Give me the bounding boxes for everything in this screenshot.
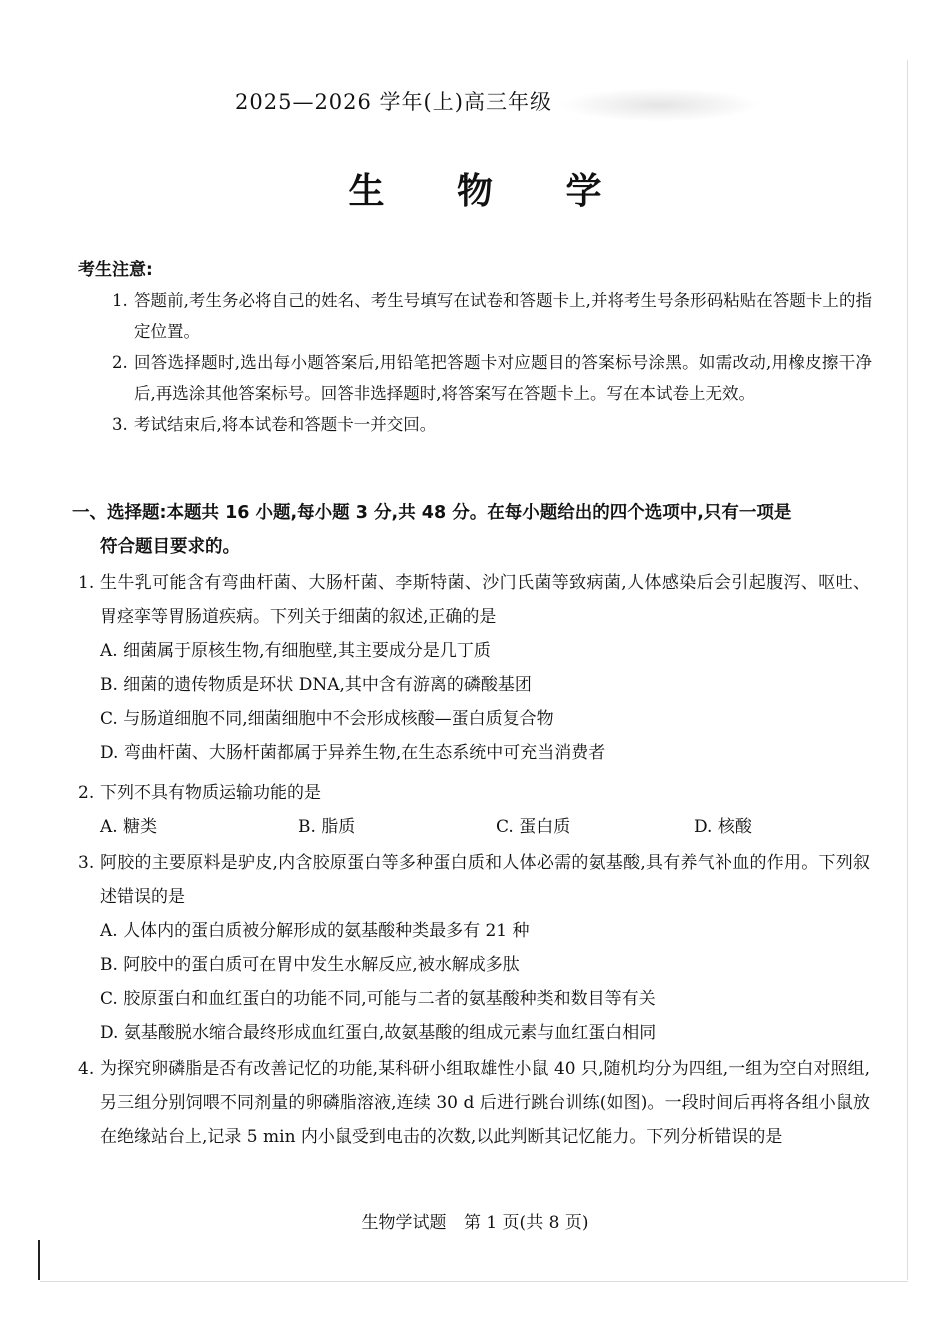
question-text: 下列不具有物质运输功能的是 (100, 783, 321, 803)
page-edge-left-mark (38, 1240, 40, 1280)
question-text: 生牛乳可能含有弯曲杆菌、大肠杆菌、李斯特菌、沙门氏菌等致病菌,人体感染后会引起腹泻、呕吐、胃痉挛等胃肠道疾病。下列关于细菌的叙述,正确的是 (100, 573, 870, 627)
question-4 (78, 1052, 870, 1154)
option-d: D. 氨基酸脱水缩合最终形成血红蛋白,故氨基酸的组成元素与血红蛋白相同 (100, 1023, 657, 1043)
question-text: 为探究卵磷脂是否有改善记忆的功能,某科研小组取雄性小鼠 40 只,随机均分为四组,一组为空白对照组,另三组分别饲喂不同剂量的卵磷脂溶液,连续 30 d 后进行跳台训练(如图)。一段时间后再将各组小鼠放在绝缘站台上,记录 5 min 内小鼠受到电击的次数,以此判断其记忆能力。下列分析错误的是 (100, 1059, 870, 1147)
page-footer (0, 1208, 950, 1233)
page-title: 生 物 学 (348, 171, 632, 212)
question-number: 1. (78, 573, 95, 593)
section-heading-line1: 一、选择题:本题共 16 小题,每小题 3 分,共 48 分。在每小题给出的四个选项中,只有一项是 (72, 503, 792, 523)
notice-item (112, 285, 872, 347)
question-stem (78, 566, 870, 634)
notice-item-number: 2. (112, 353, 128, 372)
question-number: 4. (78, 1059, 95, 1079)
notice-heading: 考生注意: (78, 260, 153, 280)
question-number: 3. (78, 853, 95, 873)
notice-item (112, 347, 872, 409)
exam-year-header: 2025—2026 学年(上)高三年级 (235, 90, 552, 114)
option-a: A. 糖类 (100, 817, 158, 837)
option-d: D. 弯曲杆菌、大肠杆菌都属于异养生物,在生态系统中可充当消费者 (100, 743, 606, 763)
section-heading (72, 496, 872, 564)
option-c: C. 胶原蛋白和血红蛋白的功能不同,可能与二者的氨基酸种类和数目等有关 (100, 989, 656, 1009)
question-stem (78, 846, 870, 914)
notice-list (112, 285, 872, 440)
scan-smudge (560, 88, 760, 122)
option-row (78, 810, 870, 844)
question-3 (78, 846, 870, 1050)
question-stem (78, 776, 870, 810)
option-b: B. 阿胶中的蛋白质可在胃中发生水解反应,被水解成多肽 (100, 955, 520, 975)
question-1 (78, 566, 870, 770)
option-d: D. 核酸 (694, 817, 752, 837)
notice-item-text: 回答选择题时,选出每小题答案后,用铅笔把答题卡对应题目的答案标号涂黑。如需改动,用橡皮擦干净后,再选涂其他答案标号。回答非选择题时,将答案写在答题卡上。写在本试卷上无效。 (134, 353, 872, 403)
option-b: B. 脂质 (298, 817, 356, 837)
option-a: A. 人体内的蛋白质被分解形成的氨基酸种类最多有 21 种 (100, 921, 530, 941)
notice-item (112, 409, 872, 440)
footer-page-number: 第 1 页(共 8 页) (463, 1213, 589, 1233)
notice-item-text: 考试结束后,将本试卷和答题卡一并交回。 (134, 415, 437, 434)
section-heading-line2: 符合题目要求的。 (100, 537, 240, 557)
question-2 (78, 776, 870, 844)
question-text: 阿胶的主要原料是驴皮,内含胶原蛋白等多种蛋白质和人体必需的氨基酸,具有养气补血的作用。下列叙述错误的是 (100, 853, 870, 907)
page-edge-bottom (40, 1281, 908, 1282)
option-a: A. 细菌属于原核生物,有细胞壁,其主要成分是几丁质 (100, 641, 491, 661)
page-edge-right (907, 60, 908, 1280)
notice-item-number: 1. (112, 291, 128, 310)
option-c: C. 蛋白质 (496, 817, 571, 837)
question-stem (78, 1052, 870, 1154)
option-b: B. 细菌的遗传物质是环状 DNA,其中含有游离的磷酸基团 (100, 675, 532, 695)
notice-item-number: 3. (112, 415, 128, 434)
option-c: C. 与肠道细胞不同,细菌细胞中不会形成核酸—蛋白质复合物 (100, 709, 554, 729)
notice-item-text: 答题前,考生务必将自己的姓名、考生号填写在试卷和答题卡上,并将考生号条形码粘贴在答题卡上的指定位置。 (134, 291, 872, 341)
question-number: 2. (78, 783, 95, 803)
footer-subject: 生物学试题 (361, 1213, 447, 1233)
